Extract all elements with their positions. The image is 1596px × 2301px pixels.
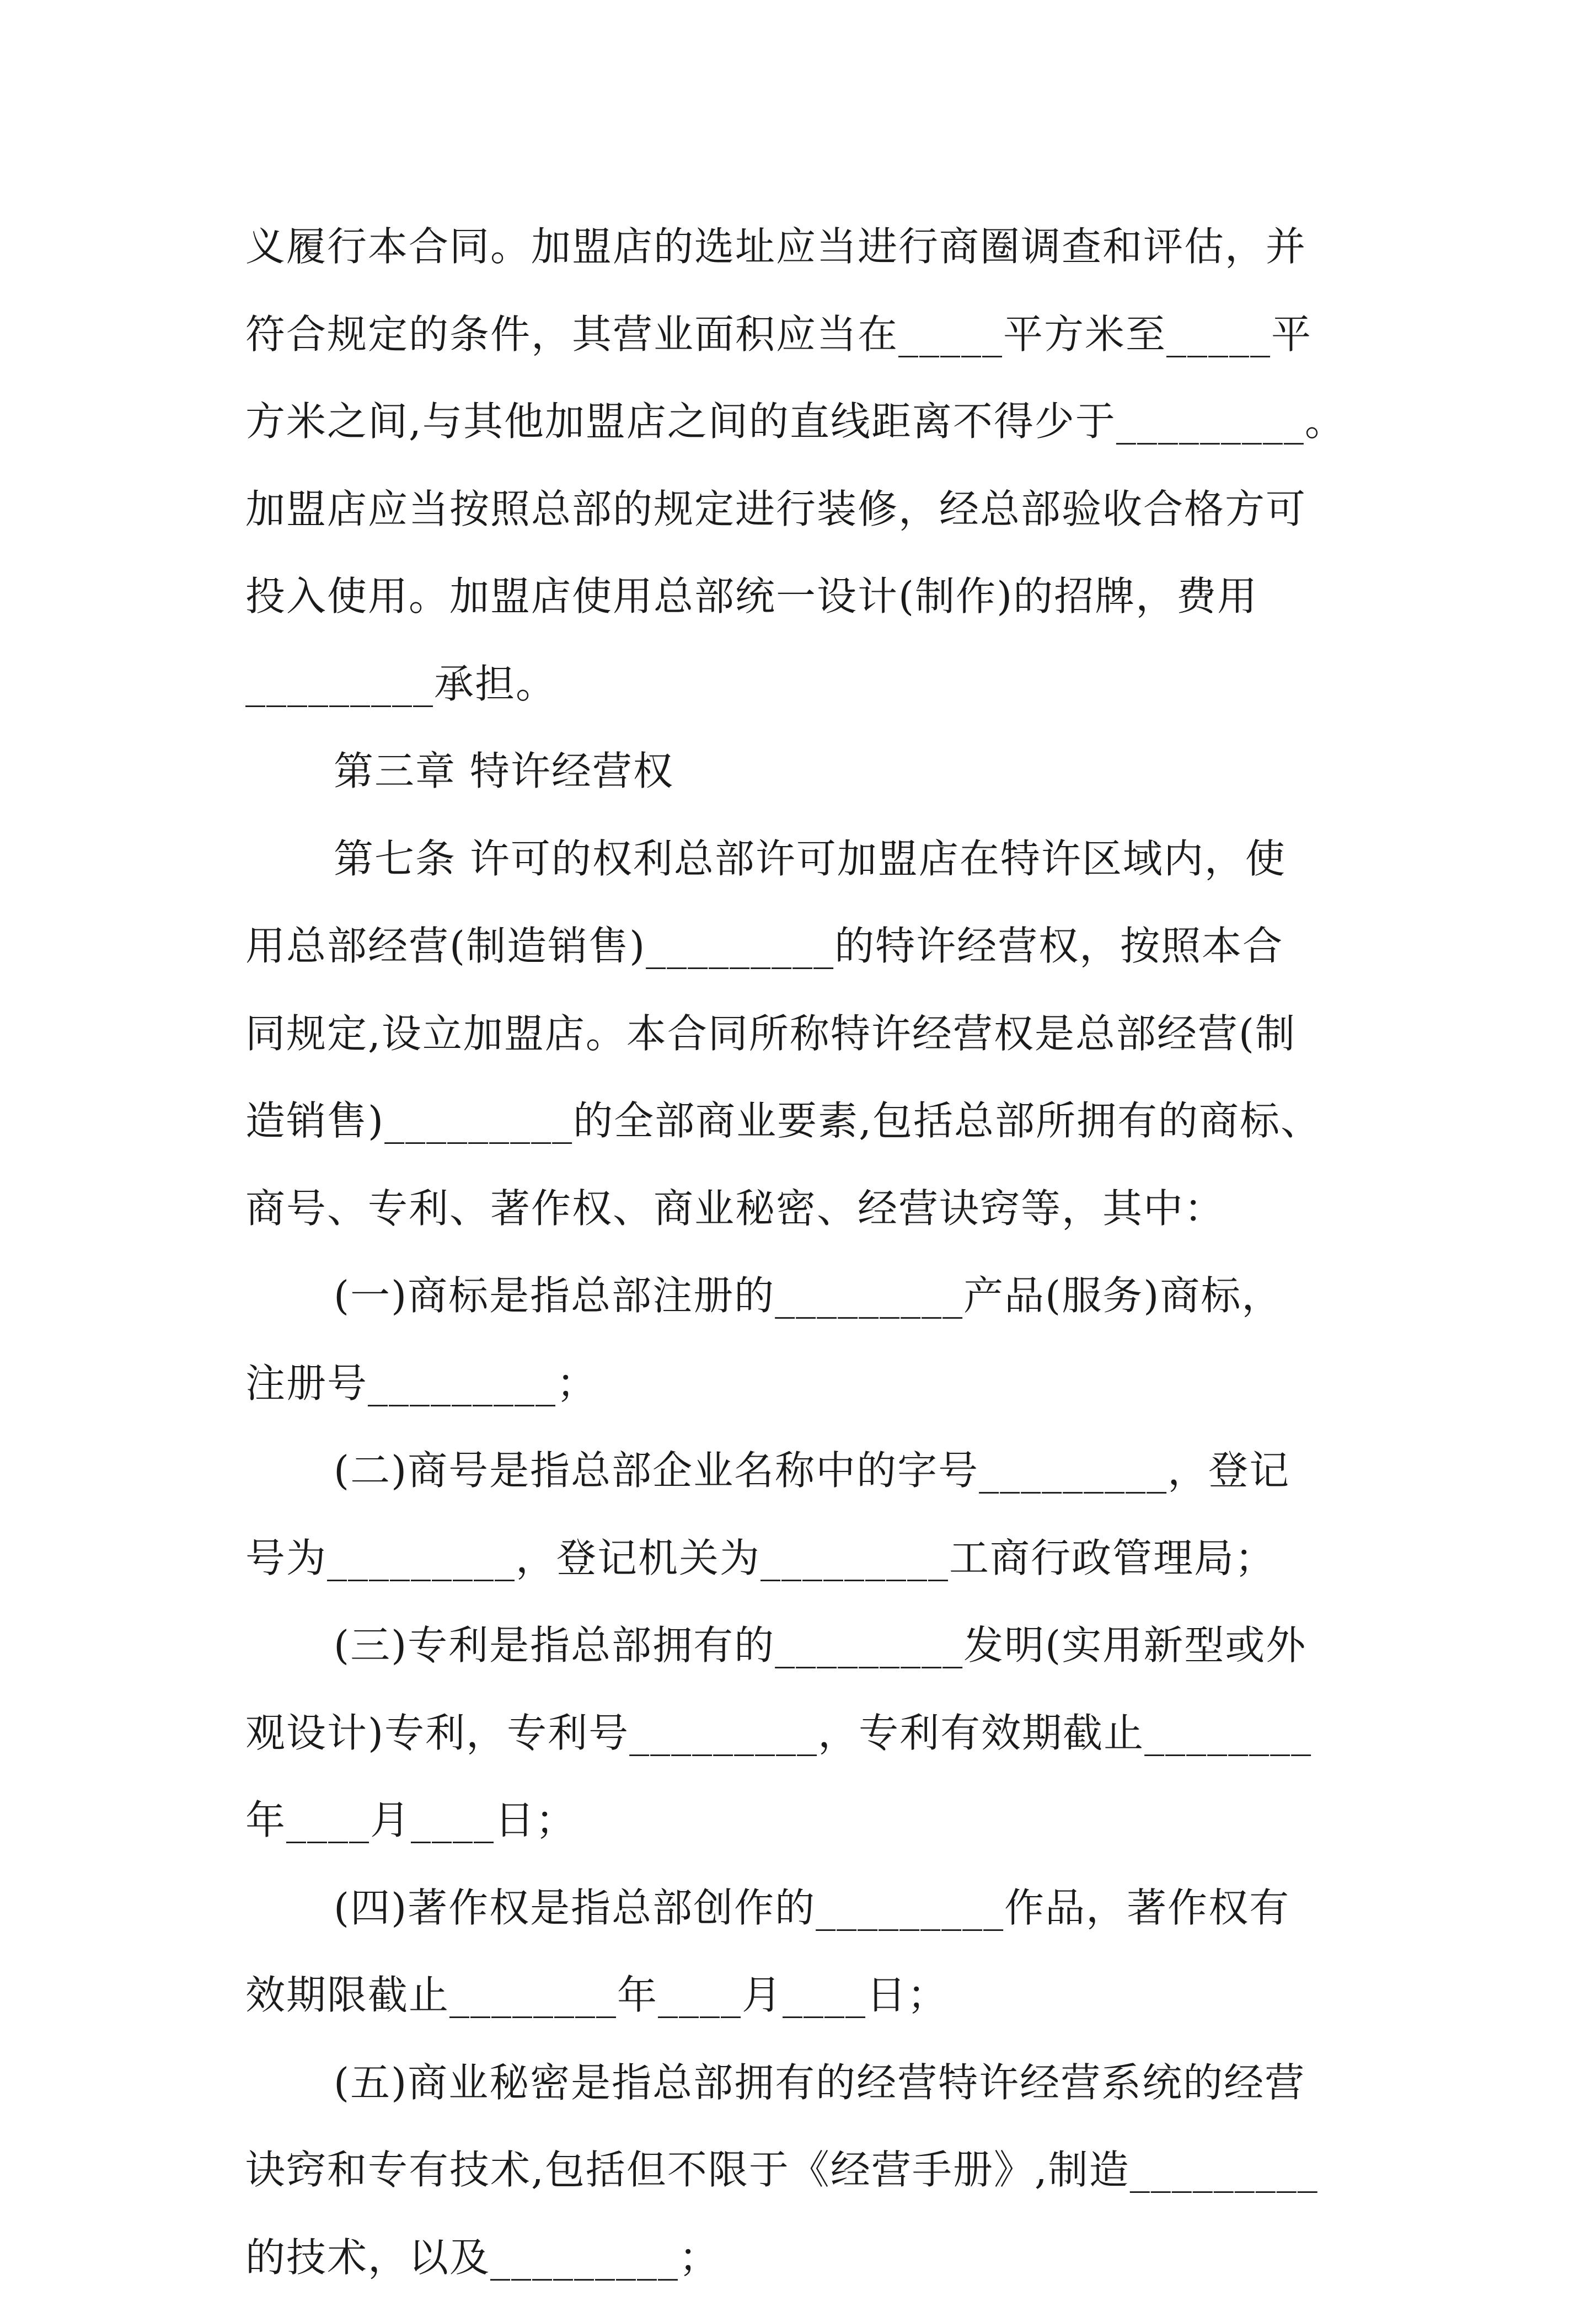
text-line: 效期限截止________年____月____日； — [245, 1951, 1381, 2039]
text-line: 号为_________，登记机关为_________工商行政管理局； — [245, 1515, 1381, 1602]
text-line: (二)商号是指总部企业名称中的字号_________，登记 — [245, 1427, 1381, 1515]
text-line: 符合规定的条件，其营业面积应当在_____平方米至_____平 — [245, 291, 1381, 378]
text-line: _________承担。 — [245, 640, 1381, 728]
text-line: 诀窍和专有技术,包括但不限于《经营手册》,制造_________ — [245, 2126, 1381, 2214]
text-line: 用总部经营(制造销售)_________的特许经营权，按照本合 — [245, 902, 1381, 990]
contract-body — [245, 203, 1381, 2301]
text-line: (五)商业秘密是指总部拥有的经营特许经营系统的经营 — [245, 2039, 1381, 2127]
text-line: (三)专利是指总部拥有的_________发明(实用新型或外 — [245, 1602, 1381, 1689]
text-line: 商号、专利、著作权、商业秘密、经营诀窍等，其中： — [245, 1165, 1381, 1253]
text-line: (一)商标是指总部注册的_________产品(服务)商标， — [245, 1252, 1381, 1340]
text-line: 加盟店应当按照总部的规定进行装修，经总部验收合格方可 — [245, 465, 1381, 553]
text-line: 投入使用。加盟店使用总部统一设计(制作)的招牌，费用 — [245, 553, 1381, 640]
text-line: 的技术，以及_________； — [245, 2214, 1381, 2301]
text-line: 第三章 特许经营权 — [245, 727, 1381, 815]
text-line: 年____月____日； — [245, 1776, 1381, 1864]
text-line: 第七条 许可的权利总部许可加盟店在特许区域内，使 — [245, 815, 1381, 903]
text-line: 造销售)_________的全部商业要素,包括总部所拥有的商标、 — [245, 1077, 1381, 1165]
text-line: 观设计)专利，专利号_________，专利有效期截止________ — [245, 1689, 1381, 1777]
text-line: 注册号_________； — [245, 1340, 1381, 1427]
text-line: 方米之间,与其他加盟店之间的直线距离不得少于_________。 — [245, 378, 1381, 465]
text-line: 义履行本合同。加盟店的选址应当进行商圈调查和评估，并 — [245, 203, 1381, 291]
text-line: 同规定,设立加盟店。本合同所称特许经营权是总部经营(制 — [245, 990, 1381, 1078]
text-line: (四)著作权是指总部创作的_________作品，著作权有 — [245, 1864, 1381, 1952]
